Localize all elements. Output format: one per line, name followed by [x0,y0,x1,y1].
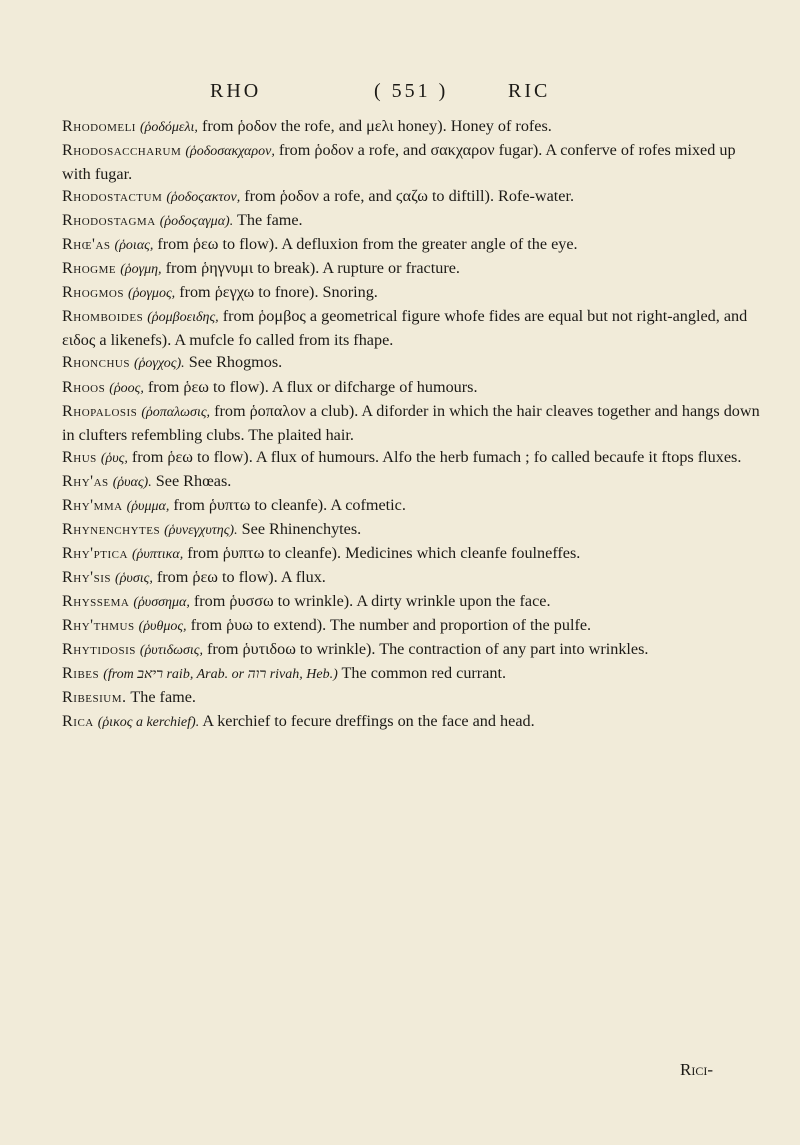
entry-etymology: (ῥυπτικα, [131,546,184,562]
entry-definition: from ῥοδον a rofe, and ϛαζω to diftill). Rofe-water. [240,187,574,206]
entry-definition: from ῥοπαλον a club). A diforder in which the hair cleaves together and hangs down in clufters refembling clubs. The plaited hair. [62,401,760,444]
entry-headword: Rhynenchytes [62,519,161,538]
entry-definition: from ῥεω to flow). A defluxion from the greater angle of the eye. [153,235,578,254]
entry-definition: The fame. [233,211,303,230]
entry-definition: from ῥυω to extend). The number and proportion of the pulfe. [186,615,592,634]
entry-definition: The common red currant. [337,664,507,683]
entry-etymology: (ῥογμη, [120,262,162,278]
entry-headword: Rhy'as [62,471,109,490]
dictionary-entry [62,686,762,710]
dictionary-entry [62,710,762,734]
dictionary-entry [62,590,762,614]
entry-etymology: (ῥυμμα, [126,498,170,514]
entry-etymology: (from ריאב raib, Arab. or רוה rivah, Heb.) [103,667,338,683]
dictionary-entry [62,614,762,638]
entry-definition: from ῥεω to flow). A flux. [152,567,326,586]
entry-etymology: (ῥυθμος, [138,618,187,634]
dictionary-entry [62,518,762,542]
dictionary-entry [62,351,762,375]
dictionary-entry [62,470,762,494]
dictionary-entry [62,233,762,257]
running-header [0,80,800,108]
entry-definition: from ῥοδον the rofe, and μελι honey). Honey of rofes. [197,117,552,135]
dictionary-entry [62,305,762,351]
header-left: RHO [210,80,262,102]
entry-etymology: (ῥοδοϛακτον, [166,190,241,206]
entry-headword: Rhodosaccharum [62,141,182,160]
entry-definition: from ῥυπτω to cleanfe). A cofmetic. [169,495,406,514]
dictionary-entry [62,376,762,400]
entry-headword: Ribesium. [62,688,127,707]
entry-headword: Rhyssema [62,591,130,610]
dictionary-entry [62,400,762,446]
entry-definition: See Rhogmos. [184,353,283,372]
entry-headword: Rhy'ptica [62,543,128,562]
entry-etymology: (ῥυς, [100,450,128,466]
entry-definition: from ῥεγχω to fnore). Snoring. [175,283,378,302]
entry-etymology: (ῥικος a kerchief). [97,715,200,731]
entry-etymology: (ῥοδοϛαγμα). [159,214,234,230]
entry-headword: Rhytidosis [62,640,136,659]
header-right: RIC [508,80,551,102]
entry-definition: The fame. [130,688,196,707]
entry-headword: Rhy'mma [62,495,123,514]
dictionary-entry [62,542,762,566]
entry-etymology: (ῥογμος, [128,286,176,302]
entry-list [62,115,762,734]
dictionary-entry [62,446,762,470]
dictionary-entry [62,185,762,209]
entry-headword: Rhoos [62,377,106,396]
entry-definition: from ῥομβος a geometrical figure whofe fides are equal but not right-angled, and ειδος a likenefs). A mufcle fo called from its fhape. [62,307,748,350]
entry-etymology: (ῥυτιδωσις, [139,643,203,659]
entry-definition: See Rhœas. [151,471,232,490]
dictionary-entry [62,638,762,662]
entry-headword: Rhodostagma [62,211,156,230]
entry-headword: Rhodostactum [62,187,163,206]
entry-definition: from ῥυτιδοω to wrinkle). The contraction of any part into wrinkles. [202,640,649,659]
entry-etymology: (ῥυας). [112,474,152,490]
dictionary-entry [62,139,762,185]
entry-definition: from ῥοδον a rofe, and σακχαρον fugar). A conferve of rofes mixed up with fugar. [62,141,736,184]
entry-etymology: (ῥυνεγχυτης). [164,522,238,538]
dictionary-entry [62,115,762,139]
entry-headword: Rhodomeli [62,117,136,135]
entry-headword: Rhogme [62,259,117,278]
entry-headword: Rhœ'as [62,235,111,254]
entry-headword: Rhus [62,447,97,466]
entry-etymology: (ῥομβοειδης, [147,310,219,326]
entry-etymology: (ῥοδοσακχαρον, [185,144,275,160]
entry-headword: Rhogmos [62,283,124,302]
entry-headword: Rhomboides [62,307,144,326]
entry-definition: from ῥεω to flow). A flux or difcharge of humours. [143,377,478,396]
entry-etymology: (ῥυσσημα, [133,594,190,610]
entry-headword: Ribes [62,664,100,683]
entry-definition: A kerchief to fecure dreffings on the face and head. [199,712,535,731]
dictionary-entry [62,281,762,305]
entry-etymology: (ῥογχος). [134,356,185,372]
entry-headword: Rhopalosis [62,401,138,420]
entry-headword: Rica [62,712,94,731]
entry-definition: from ῥυσσω to wrinkle). A dirty wrinkle upon the face. [189,591,551,610]
dictionary-entry [62,566,762,590]
dictionary-entry [62,494,762,518]
entry-headword: Rhy'sis [62,567,111,586]
dictionary-entry [62,662,762,686]
entry-definition: from ῥεω to flow). A flux of humours. Alfo the herb fumach ; fo called becaufe it ftops fluxes. [127,447,742,466]
dictionary-entry [62,209,762,233]
catchword: Rici- [680,1060,713,1079]
dictionary-entry [62,257,762,281]
entry-etymology: (ῥυσις, [115,570,153,586]
entry-definition: from ῥηγνυμι to break). A rupture or fracture. [161,259,460,278]
entry-etymology: (ῥοιας, [114,238,154,254]
entry-definition: from ῥυπτω to cleanfe). Medicines which cleanfe foulneffes. [183,543,581,562]
entry-etymology: (ῥοος, [109,380,144,396]
entry-definition: See Rhinenchytes. [237,519,362,538]
page-number: ( 551 ) [374,80,449,102]
entry-etymology: (ῥοδόμελι, [140,120,198,135]
entry-headword: Rhy'thmus [62,615,135,634]
entry-headword: Rhonchus [62,353,130,372]
entry-etymology: (ῥοπαλωσις, [141,404,211,420]
